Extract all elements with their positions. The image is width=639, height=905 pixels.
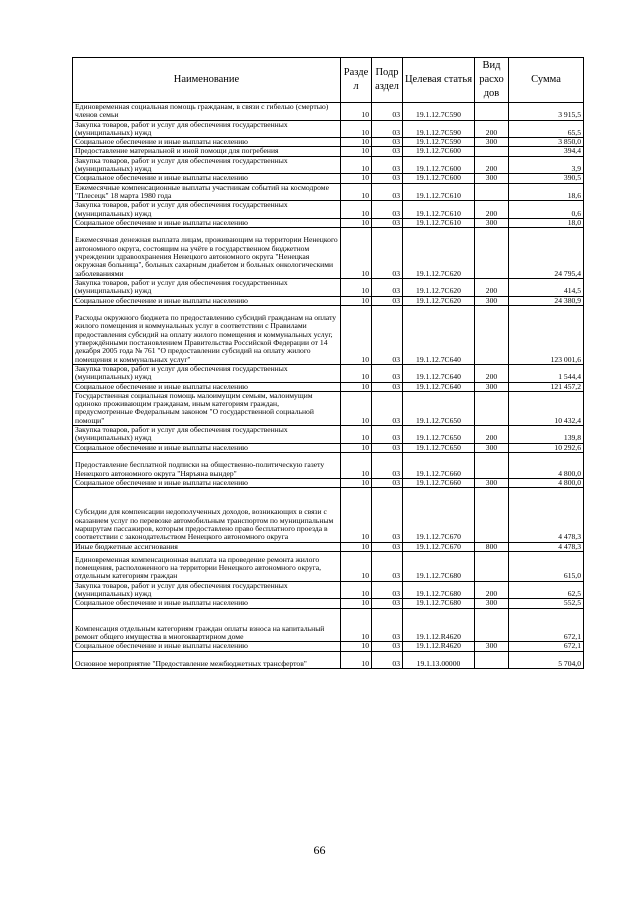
cell-subsection: 03 (372, 651, 403, 669)
cell-name: Предоставление материальной и иной помощи для погребения (73, 147, 341, 156)
cell-sum: 672,1 (509, 608, 584, 642)
cell-target: 19.1.12.7С610 (403, 201, 475, 219)
cell-type: 300 (475, 642, 509, 651)
table-row (73, 488, 584, 543)
cell-target: 19.1.12.7С600 (403, 174, 475, 183)
cell-name: Закупка товаров, работ и услуг для обеспечения государственных (муниципальных) нужд (73, 278, 341, 296)
header-subsection: Подр аздел (372, 58, 403, 103)
cell-section: 10 (341, 488, 372, 543)
cell-name: Закупка товаров, работ и услуг для обеспечения государственных (муниципальных) нужд (73, 426, 341, 444)
cell-section: 10 (341, 391, 372, 425)
cell-target: 19.1.12.7С590 (403, 138, 475, 147)
cell-subsection: 03 (372, 542, 403, 551)
cell-name: Социальное обеспечение и иные выплаты населению (73, 296, 341, 305)
cell-subsection: 03 (372, 581, 403, 599)
cell-name: Социальное обеспечение и иные выплаты населению (73, 218, 341, 227)
table-row (73, 478, 584, 487)
cell-name: Социальное обеспечение и иные выплаты населению (73, 174, 341, 183)
cell-section: 10 (341, 103, 372, 121)
cell-type (475, 452, 509, 478)
table-row (73, 201, 584, 219)
cell-subsection: 03 (372, 364, 403, 382)
cell-sum: 394,4 (509, 147, 584, 156)
table-row (73, 296, 584, 305)
cell-sum: 121 457,2 (509, 382, 584, 391)
cell-type (475, 305, 509, 364)
cell-section: 10 (341, 599, 372, 608)
cell-sum: 24 795,4 (509, 228, 584, 279)
cell-name: Социальное обеспечение и иные выплаты населению (73, 443, 341, 452)
cell-name: Социальное обеспечение и иные выплаты населению (73, 478, 341, 487)
cell-subsection: 03 (372, 551, 403, 581)
cell-name: Предоставление бесплатной подписки на общественно-политическую газету Ненецкого автономного округа "Няръяна вындер" (73, 452, 341, 478)
cell-sum: 139,8 (509, 426, 584, 444)
cell-name: Закупка товаров, работ и услуг для обеспечения государственных (муниципальных) нужд (73, 581, 341, 599)
cell-section: 10 (341, 156, 372, 174)
cell-type: 300 (475, 218, 509, 227)
cell-type (475, 608, 509, 642)
cell-sum: 3,9 (509, 156, 584, 174)
table-row (73, 551, 584, 581)
cell-section: 10 (341, 542, 372, 551)
cell-type: 300 (475, 174, 509, 183)
cell-name: Единовременная социальная помощь гражданам, в связи с гибелью (смертью) членов семьи (73, 103, 341, 121)
cell-subsection: 03 (372, 138, 403, 147)
cell-subsection: 03 (372, 147, 403, 156)
cell-target: 19.1.12.7С680 (403, 581, 475, 599)
cell-sum: 24 380,9 (509, 296, 584, 305)
page-number: 66 (313, 843, 326, 857)
cell-name: Закупка товаров, работ и услуг для обеспечения государственных (муниципальных) нужд (73, 364, 341, 382)
cell-section: 10 (341, 581, 372, 599)
cell-sum: 615,0 (509, 551, 584, 581)
cell-subsection: 03 (372, 382, 403, 391)
table-row (73, 218, 584, 227)
cell-subsection: 03 (372, 305, 403, 364)
table-row (73, 426, 584, 444)
cell-target: 19.1.12.7С650 (403, 391, 475, 425)
cell-type: 300 (475, 296, 509, 305)
cell-sum: 65,5 (509, 120, 584, 138)
cell-target: 19.1.12.7С600 (403, 156, 475, 174)
table-header-row (73, 58, 584, 103)
cell-type (475, 651, 509, 669)
cell-target: 19.1.12.7С620 (403, 278, 475, 296)
cell-subsection: 03 (372, 391, 403, 425)
cell-section: 10 (341, 138, 372, 147)
table-row (73, 651, 584, 669)
cell-target: 19.1.12.7С650 (403, 443, 475, 452)
cell-target: 19.1.12.R4620 (403, 608, 475, 642)
cell-type: 300 (475, 382, 509, 391)
cell-section: 10 (341, 608, 372, 642)
table-row (73, 147, 584, 156)
cell-target: 19.1.12.7С660 (403, 452, 475, 478)
cell-sum: 552,5 (509, 599, 584, 608)
cell-type (475, 147, 509, 156)
cell-name: Единовременная компенсационная выплата на проведение ремонта жилого помещения, расположенного на территории Ненецкого автономного округа, отдельным категориям граждан (73, 551, 341, 581)
cell-name: Закупка товаров, работ и услуг для обеспечения государственных (муниципальных) нужд (73, 156, 341, 174)
cell-subsection: 03 (372, 103, 403, 121)
table-row (73, 183, 584, 201)
cell-type: 300 (475, 478, 509, 487)
cell-subsection: 03 (372, 278, 403, 296)
cell-target: 19.1.12.7С600 (403, 147, 475, 156)
cell-type: 200 (475, 581, 509, 599)
cell-subsection: 03 (372, 174, 403, 183)
cell-type (475, 391, 509, 425)
table-row (73, 542, 584, 551)
cell-sum: 18,6 (509, 183, 584, 201)
cell-section: 10 (341, 218, 372, 227)
cell-target: 19.1.12.7С640 (403, 382, 475, 391)
cell-target: 19.1.12.7С670 (403, 488, 475, 543)
cell-sum: 10 432,4 (509, 391, 584, 425)
cell-subsection: 03 (372, 443, 403, 452)
cell-target: 19.1.12.7С610 (403, 183, 475, 201)
table-row (73, 364, 584, 382)
cell-section: 10 (341, 201, 372, 219)
cell-type: 200 (475, 364, 509, 382)
cell-subsection: 03 (372, 183, 403, 201)
cell-sum: 123 001,6 (509, 305, 584, 364)
cell-type: 200 (475, 156, 509, 174)
cell-subsection: 03 (372, 488, 403, 543)
cell-subsection: 03 (372, 296, 403, 305)
cell-target: 19.1.12.7С660 (403, 478, 475, 487)
cell-sum: 4 800,0 (509, 452, 584, 478)
cell-type: 200 (475, 120, 509, 138)
cell-sum: 4 478,3 (509, 542, 584, 551)
cell-name: Ежемесячная денежная выплата лицам, проживающим на территории Ненецкого автономного округа, состоящим на учёте в государственном бюджетном учреждении здравоохранения Ненецкого автономного округа "Ненецкая окружная больница", больных сахарным диабетом и больных онкологическими заболеваниями (73, 228, 341, 279)
cell-name: Ежемесячные компенсационные выплаты участникам событий на космодроме "Плесецк" 18 марта 1980 года (73, 183, 341, 201)
cell-section: 10 (341, 452, 372, 478)
cell-target: 19.1.12.7С640 (403, 305, 475, 364)
cell-type: 300 (475, 599, 509, 608)
cell-subsection: 03 (372, 452, 403, 478)
cell-type: 200 (475, 278, 509, 296)
cell-type (475, 488, 509, 543)
cell-subsection: 03 (372, 599, 403, 608)
cell-section: 10 (341, 147, 372, 156)
table-row (73, 305, 584, 364)
cell-section: 10 (341, 364, 372, 382)
cell-type (475, 103, 509, 121)
table-row (73, 599, 584, 608)
cell-section: 10 (341, 478, 372, 487)
cell-section: 10 (341, 183, 372, 201)
cell-sum: 4 800,0 (509, 478, 584, 487)
cell-type: 200 (475, 201, 509, 219)
cell-name: Социальное обеспечение и иные выплаты населению (73, 642, 341, 651)
cell-section: 10 (341, 443, 372, 452)
table-row (73, 382, 584, 391)
cell-sum: 62,5 (509, 581, 584, 599)
cell-type (475, 228, 509, 279)
cell-section: 10 (341, 305, 372, 364)
table-row (73, 581, 584, 599)
cell-section: 10 (341, 174, 372, 183)
cell-target: 19.1.12.7С650 (403, 426, 475, 444)
cell-type: 300 (475, 138, 509, 147)
cell-sum: 3 850,0 (509, 138, 584, 147)
table-row (73, 608, 584, 642)
cell-section: 10 (341, 278, 372, 296)
cell-name: Государственная социальная помощь малоимущим семьям, малоимущим одиноко проживающим гражданам, иным категориям граждан, предусмотренные Федеральным законом "О государственной социальной помощи" (73, 391, 341, 425)
cell-name: Закупка товаров, работ и услуг для обеспечения государственных (муниципальных) нужд (73, 120, 341, 138)
cell-sum: 0,6 (509, 201, 584, 219)
cell-section: 10 (341, 426, 372, 444)
cell-target: 19.1.12.7С620 (403, 296, 475, 305)
cell-section: 10 (341, 382, 372, 391)
cell-name: Основное мероприятие "Предоставление межбюджетных трансфертов" (73, 651, 341, 669)
cell-name: Компенсация отдельным категориям граждан оплаты взноса на капитальный ремонт общего имущества в многоквартирном доме (73, 608, 341, 642)
cell-section: 10 (341, 551, 372, 581)
cell-target: 19.1.12.7С590 (403, 120, 475, 138)
cell-sum: 5 704,0 (509, 651, 584, 669)
cell-sum: 4 478,3 (509, 488, 584, 543)
cell-sum: 672,1 (509, 642, 584, 651)
cell-section: 10 (341, 651, 372, 669)
cell-section: 10 (341, 642, 372, 651)
table-row (73, 156, 584, 174)
cell-subsection: 03 (372, 426, 403, 444)
table-body (73, 103, 584, 669)
cell-name: Социальное обеспечение и иные выплаты населению (73, 382, 341, 391)
header-type: Вид расхо дов (475, 58, 509, 103)
cell-target: 19.1.12.7С680 (403, 551, 475, 581)
cell-section: 10 (341, 296, 372, 305)
header-sum: Сумма (509, 58, 584, 103)
table-row (73, 642, 584, 651)
cell-subsection: 03 (372, 608, 403, 642)
cell-subsection: 03 (372, 120, 403, 138)
table-row (73, 228, 584, 279)
cell-subsection: 03 (372, 201, 403, 219)
cell-type (475, 551, 509, 581)
cell-name: Социальное обеспечение и иные выплаты населению (73, 599, 341, 608)
table-row (73, 391, 584, 425)
cell-sum: 3 915,5 (509, 103, 584, 121)
cell-target: 19.1.12.R4620 (403, 642, 475, 651)
header-name: Наименование (73, 58, 341, 103)
cell-type (475, 183, 509, 201)
cell-subsection: 03 (372, 642, 403, 651)
table-row (73, 138, 584, 147)
table-row (73, 443, 584, 452)
cell-subsection: 03 (372, 228, 403, 279)
cell-subsection: 03 (372, 156, 403, 174)
table-row (73, 452, 584, 478)
cell-target: 19.1.13.00000 (403, 651, 475, 669)
table-row (73, 278, 584, 296)
cell-target: 19.1.12.7С670 (403, 542, 475, 551)
table-row (73, 174, 584, 183)
cell-sum: 1 544,4 (509, 364, 584, 382)
cell-sum: 414,5 (509, 278, 584, 296)
table-row (73, 120, 584, 138)
cell-target: 19.1.12.7С640 (403, 364, 475, 382)
cell-target: 19.1.12.7С680 (403, 599, 475, 608)
cell-section: 10 (341, 228, 372, 279)
cell-type: 800 (475, 542, 509, 551)
cell-name: Субсидии для компенсации недополученных доходов, возникающих в связи с оказанием услуг по перевозке автомобильным транспортом по муниципальным маршрутам пассажиров, которым предоставлено право бесплатного проезда в соответствии с законодательством Ненецкого автономного округа (73, 488, 341, 543)
cell-type: 300 (475, 443, 509, 452)
cell-name: Расходы окружного бюджета по предоставлению субсидий гражданам на оплату жилого помещения и коммунальных услуг в соответствии с Правилами предоставления субсидий на оплату жилого помещения и коммунальных услуг, утверждёнными постановлением Правительства Российской Федерации от 14 декабря 2005 года № 761 "О предоставлении субсидий на оплату жилого помещения и коммунальных услуг" (73, 305, 341, 364)
cell-name: Социальное обеспечение и иные выплаты населению (73, 138, 341, 147)
cell-name: Иные бюджетные ассигнования (73, 542, 341, 551)
table-row (73, 103, 584, 121)
cell-sum: 18,0 (509, 218, 584, 227)
header-section: Разде л (341, 58, 372, 103)
cell-section: 10 (341, 120, 372, 138)
budget-table (72, 57, 584, 669)
cell-name: Закупка товаров, работ и услуг для обеспечения государственных (муниципальных) нужд (73, 201, 341, 219)
cell-target: 19.1.12.7С620 (403, 228, 475, 279)
cell-sum: 390,5 (509, 174, 584, 183)
cell-type: 200 (475, 426, 509, 444)
cell-target: 19.1.12.7С590 (403, 103, 475, 121)
cell-subsection: 03 (372, 218, 403, 227)
cell-sum: 10 292,6 (509, 443, 584, 452)
cell-target: 19.1.12.7С610 (403, 218, 475, 227)
cell-subsection: 03 (372, 478, 403, 487)
header-target: Целевая статья (403, 58, 475, 103)
